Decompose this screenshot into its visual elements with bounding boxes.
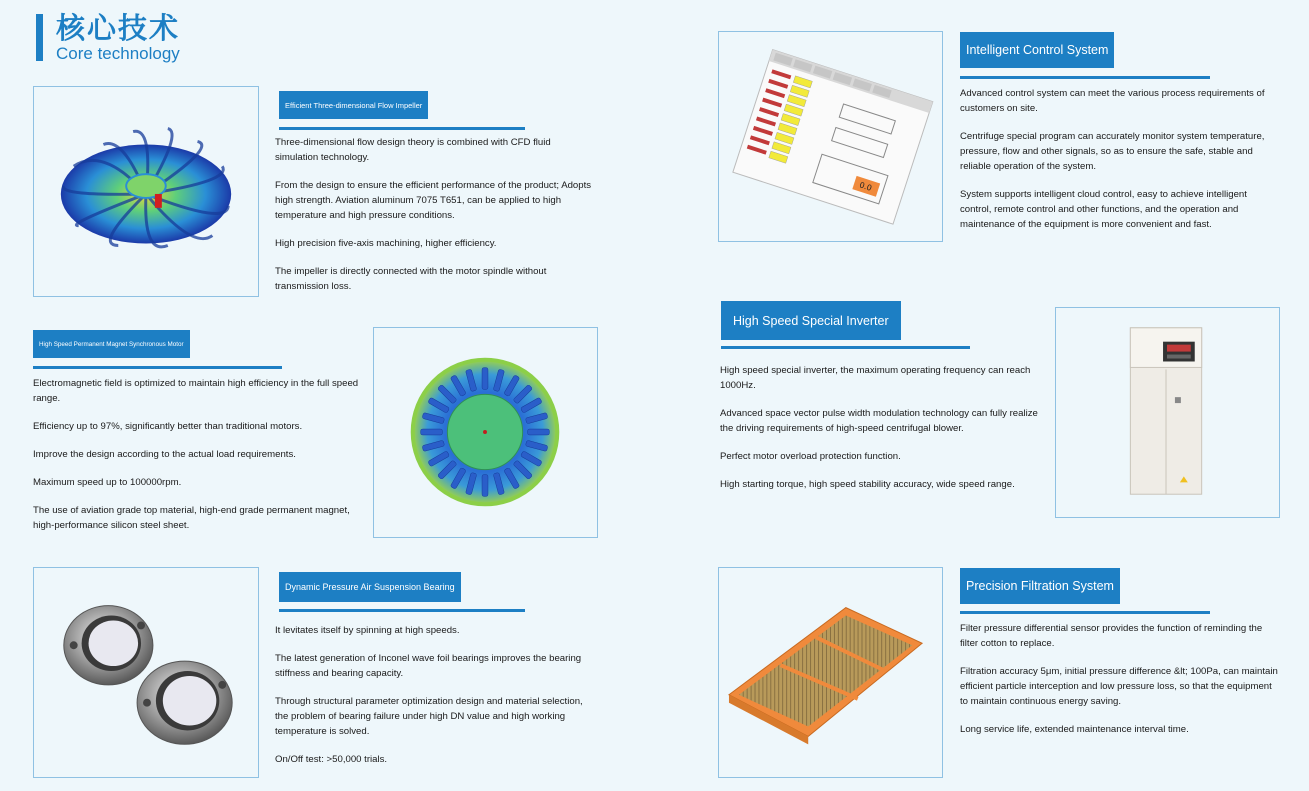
paragraph: Filtration accuracy 5μm, initial pressure difference &lt; 100Pa, can maintain efficient particle interception and low pressure loss, so that the equipment to maintain continuous energy saving. — [960, 666, 1278, 707]
paragraph: Efficiency up to 97%, significantly better than traditional motors. — [33, 421, 303, 432]
paragraph: Improve the design according to the actual load requirements. — [33, 449, 296, 460]
header-accent-bar — [36, 14, 43, 61]
paragraph: High precision five-axis machining, higher efficiency. — [275, 238, 497, 249]
paragraph: Three-dimensional flow design theory is combined with CFD fluid simulation technology. — [275, 137, 551, 163]
section-underline-motor — [33, 366, 282, 369]
paragraph: From the design to ensure the efficient performance of the product; Adopts high strength. Aviation aluminum 7075 T651, can be applied to high temperature and high pressure conditions. — [275, 180, 592, 221]
bearing-image-frame — [33, 567, 259, 778]
section-body-filtration — [960, 621, 1278, 750]
filter-image-frame — [718, 567, 943, 778]
section-title-motor: High Speed Permanent Magnet Synchronous Motor — [33, 330, 190, 358]
section-body-bearing — [275, 623, 593, 780]
section-body-control — [960, 86, 1278, 245]
page-title-en: Core technology — [56, 44, 180, 63]
paragraph: Centrifuge special program can accurately monitor system temperature, pressure, flow and other signals, so as to ensure the safe, stable and reliable operation of the system. — [960, 131, 1265, 172]
section-title-control: Intelligent Control System — [960, 32, 1114, 68]
section-body-impeller — [275, 135, 593, 307]
section-title-filtration: Precision Filtration System — [960, 568, 1120, 604]
control-image — [719, 32, 942, 241]
motor-image — [374, 328, 597, 537]
paragraph: Long service life, extended maintenance interval time. — [960, 724, 1189, 735]
section-underline-control — [960, 76, 1210, 79]
paragraph: Perfect motor overload protection function. — [720, 451, 901, 462]
paragraph: High starting torque, high speed stability accuracy, wide speed range. — [720, 479, 1015, 490]
section-title-bearing: Dynamic Pressure Air Suspension Bearing — [279, 572, 461, 602]
section-title-impeller: Efficient Three-dimensional Flow Impeller — [279, 91, 428, 119]
paragraph: The use of aviation grade top material, high-end grade permanent magnet, high-performance silicon steel sheet. — [33, 505, 350, 531]
paragraph: System supports intelligent cloud control, easy to achieve intelligent control, remote control and other functions, and the operation and maintenance of the equipment is more convenient and fast. — [960, 189, 1247, 230]
section-title-inverter: High Speed Special Inverter — [721, 301, 901, 340]
paragraph: The impeller is directly connected with the motor spindle without transmission loss. — [275, 266, 547, 292]
section-underline-filtration — [960, 611, 1210, 614]
bearing-image — [34, 568, 258, 777]
control-image-frame — [718, 31, 943, 242]
filter-image — [719, 568, 942, 777]
control-screen-value: 0.0 — [858, 180, 874, 193]
paragraph: The latest generation of Inconel wave foil bearings improves the bearing stiffness and bearing capacity. — [275, 653, 582, 679]
section-underline-inverter — [721, 346, 970, 349]
motor-image-frame — [373, 327, 598, 538]
paragraph: Through structural parameter optimization design and material selection, the problem of bearing failure under high DN value and high working temperature is solved. — [275, 696, 583, 737]
section-body-inverter — [720, 363, 1038, 505]
impeller-image-frame — [33, 86, 259, 297]
inverter-image — [1056, 308, 1279, 517]
paragraph: Advanced space vector pulse width modulation technology can fully realize the driving requirements of high-speed centrifugal blower. — [720, 408, 1038, 434]
section-body-motor — [33, 376, 361, 546]
inverter-image-frame — [1055, 307, 1280, 518]
paragraph: On/Off test: >50,000 trials. — [275, 754, 388, 765]
impeller-image — [34, 87, 258, 296]
paragraph: Maximum speed up to 100000rpm. — [33, 477, 182, 488]
page-title-cn: 核心技术 — [56, 11, 181, 45]
paragraph: Filter pressure differential sensor provides the function of reminding the filter cotton to replace. — [960, 623, 1263, 649]
section-underline-bearing — [279, 609, 525, 612]
paragraph: High speed special inverter, the maximum operating frequency can reach 1000Hz. — [720, 365, 1031, 391]
paragraph: Electromagnetic field is optimized to maintain high efficiency in the full speed range. — [33, 378, 359, 404]
paragraph: Advanced control system can meet the various process requirements of customers on site. — [960, 88, 1265, 114]
paragraph: It levitates itself by spinning at high speeds. — [275, 625, 460, 636]
section-underline-impeller — [279, 127, 525, 130]
